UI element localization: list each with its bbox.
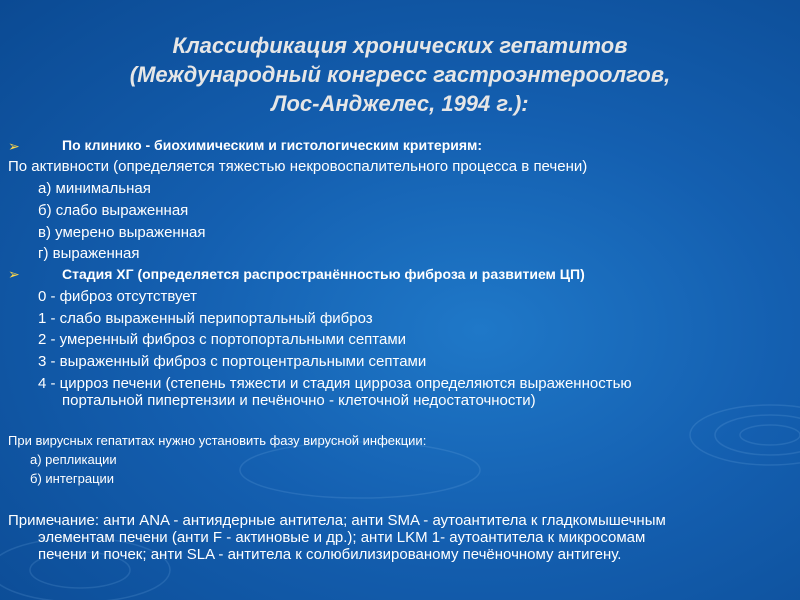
note-line: Примечание: анти ANA - антиядерные антитела; анти SMA - аутоантитела к гладкомышечным <box>8 512 666 529</box>
viral-item: а) репликации <box>30 452 117 467</box>
stage-item: 0 - фиброз отсутствует <box>38 288 198 305</box>
activity-item: б) слабо выраженная <box>38 202 189 219</box>
arrow-bullet-icon: ➢ <box>8 138 20 154</box>
stage-item: 4 - цирроз печени (степень тяжести и стадия цирроза определяются выраженностью <box>38 375 632 392</box>
activity-line: По активности (определяется тяжестью некровоспалительного процесса в печени) <box>8 158 588 175</box>
note-line: печени и почек; анти SLA - антитела к солюбилизированому печёночному антигену. <box>38 546 622 563</box>
title-line-3: Лос-Анджелес, 1994 г.): <box>271 91 529 116</box>
stage-item: 1 - слабо выраженный перипортальный фиброз <box>38 310 373 327</box>
activity-item: в) умерено выраженная <box>38 224 206 241</box>
title-line-2: (Международный конгресс гастроэнтероолгов, <box>129 62 671 87</box>
viral-intro: При вирусных гепатитах нужно установить фазу вирусной инфекции: <box>8 433 427 448</box>
stage-item: 3 - выраженный фиброз с портоцентральными септами <box>38 353 427 370</box>
section-stage-heading: Стадия ХГ (определяется распространённостью фиброза и развитием ЦП) <box>62 266 585 282</box>
stage-item: 2 - умеренный фиброз с портопортальными септами <box>38 331 407 348</box>
note-line: элементам печени (анти F - актиновые и др.); анти LKM 1- аутоантитела к микросомам <box>38 529 646 546</box>
stage-item-continuation: портальной пипертензии и печёночно - клеточной недостаточности) <box>62 392 536 409</box>
viral-item: б) интеграции <box>30 471 115 486</box>
section-criteria-heading: По клинико - биохимическим и гистологическим критериям: <box>62 137 483 153</box>
arrow-bullet-icon: ➢ <box>8 266 20 282</box>
activity-item: а) минимальная <box>38 180 151 197</box>
activity-item: г) выраженная <box>38 245 140 262</box>
title-line-1: Классификация хронических гепатитов <box>172 33 628 58</box>
